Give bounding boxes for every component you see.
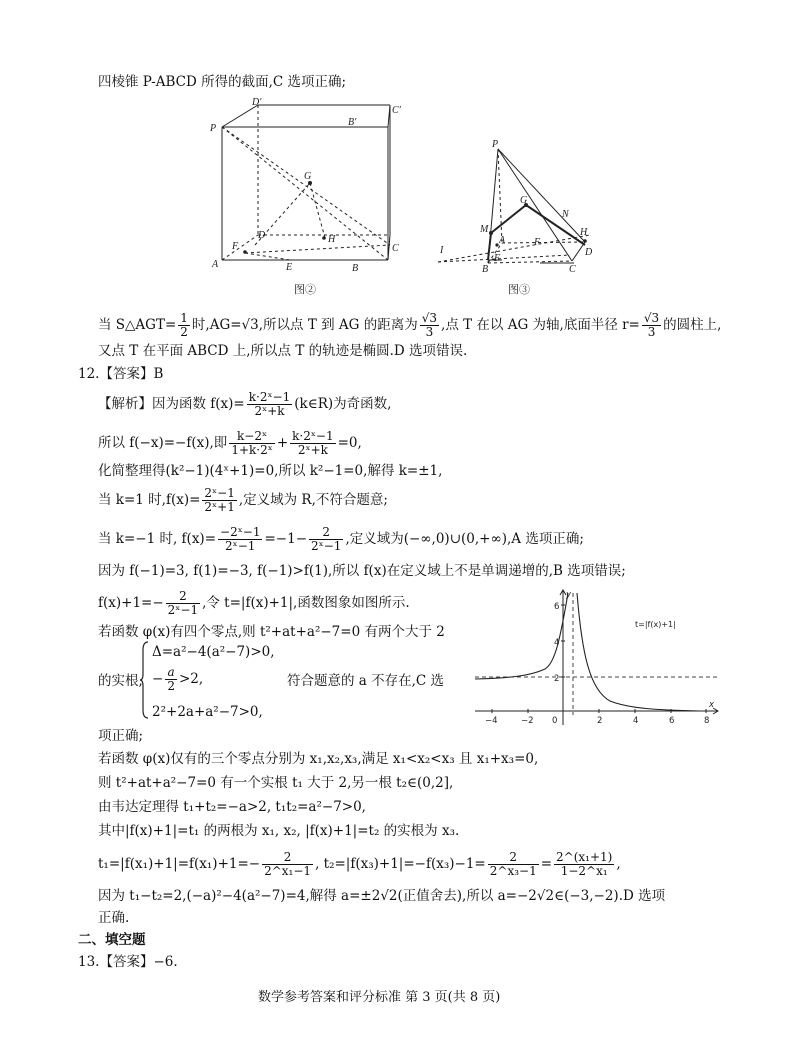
- fig2-label-C: C: [392, 243, 399, 254]
- system-eq2-end: >2,: [178, 671, 204, 687]
- q12-l5-frac2-num: 2: [309, 526, 343, 540]
- system-eq2-prefix: −: [152, 671, 164, 687]
- fig2-label-F: F: [232, 241, 239, 252]
- q12-line2: [98, 430, 362, 457]
- y-tick-4: 4: [554, 638, 560, 648]
- q12-l5-frac1-num: −2ˣ−1: [220, 525, 261, 539]
- q12-l2-frac2-den: 2ˣ+k: [297, 443, 328, 457]
- x-tick-neg2: −2: [521, 716, 534, 726]
- q11-line1: [98, 312, 721, 339]
- q11-frac3: [642, 312, 661, 339]
- q11-frac3-num: √3: [643, 311, 660, 325]
- q12-l15-frac3-den: 1−2^x₁: [560, 864, 608, 878]
- q12-line1: [98, 391, 391, 418]
- system-eq2-frac-num: a: [165, 666, 177, 680]
- q12-l5-frac1-den: 2ˣ−1: [225, 539, 256, 553]
- q11-line2: 又点 T 在平面 ABCD 上,所以点 T 的轨迹是椭圆.D 选项错误.: [98, 343, 468, 359]
- x-tick-4: 4: [633, 716, 639, 726]
- graph-legend: t=|f(x)+1|: [635, 620, 676, 629]
- fig2-label-H: H: [328, 234, 336, 245]
- system-brace: [140, 640, 150, 720]
- q12-l7-frac: [166, 590, 200, 617]
- q12-l2-frac2: [290, 430, 336, 457]
- q12-l7-frac-den: 2ˣ−1: [167, 603, 199, 617]
- q13-answer: 13.【答案】−6.: [78, 954, 178, 970]
- x-tick-neg4: −4: [485, 716, 498, 726]
- fig2-label-Cp: C′: [392, 105, 401, 116]
- system-eq3: 2²+2a+a²−7>0,: [152, 704, 263, 720]
- fig3-label-H: H: [580, 227, 588, 238]
- fig3-label-F2: F: [534, 237, 541, 248]
- q11-frac2: [420, 312, 439, 339]
- q12-line6: 因为 f(−1)=3, f(1)=−3, f(−1)>f(1),所以 f(x)在定义域上不是单调递增的,B 选项错误;: [98, 563, 626, 579]
- q12-l15-prefix: t₁=|f(x₁)+1|=f(x₁)+1=−: [98, 856, 261, 872]
- q12-l1-end: (k∈R)为奇函数,: [294, 396, 392, 412]
- q12-line17: 正确.: [98, 910, 130, 926]
- q12-line11: 若函数 φ(x)仅有的三个零点分别为 x₁,x₂,x₃,满足 x₁<x₂<x₃ 且 x₁+x₃=0,: [98, 751, 539, 767]
- x-tick-8: 8: [704, 716, 710, 726]
- page-footer: 数学参考答案和评分标准 第 3 页(共 8 页): [258, 990, 501, 1005]
- q12-l5-frac2: [309, 526, 343, 553]
- system-eq2-frac: [165, 666, 177, 693]
- q11-frac1-num: 1: [180, 311, 188, 325]
- q12-l15-frac1-den: 2^x₁−1: [264, 864, 312, 878]
- q12-l1-frac: [247, 391, 293, 418]
- q12-l2-frac2-num: k·2ˣ−1: [292, 429, 334, 443]
- q12-l15-frac3-num: 2^(x₁+1): [556, 850, 613, 864]
- q12-l15-frac1: [262, 851, 313, 878]
- q12-l15-frac1-num: 2: [262, 851, 313, 865]
- q12-line9-prefix: 的实根,: [98, 673, 143, 689]
- q12-l15-mid: , t₂=|f(x₃)+1|=−f(x₃)−1=: [315, 856, 486, 872]
- q11-frac2-num: √3: [421, 311, 438, 325]
- fig2-label-G: G: [304, 171, 312, 182]
- fig2-label-E: E: [286, 262, 293, 273]
- fig3-label-G: G: [520, 195, 528, 206]
- q12-l1-prefix: 【解析】因为函数 f(x)=: [98, 396, 245, 412]
- fig3-caption: 图③: [508, 283, 530, 296]
- q11-l1-end: 的圆柱上,: [663, 317, 722, 333]
- q12-l15-frac2: [488, 851, 539, 878]
- x-axis-label: x: [709, 700, 715, 710]
- x-tick-6: 6: [669, 716, 675, 726]
- q12-line14: 其中|f(x)+1|=t₁ 的两根为 x₁, x₂, |f(x)+1|=t₂ 的实根为 x₃.: [98, 823, 460, 839]
- q12-line16: 因为 t₁−t₂=2,(−a)²−4(a²−7)=4,解得 a=±2√2(正值舍去),所以 a=−2√2∈(−3,−2).D 选项: [98, 888, 666, 904]
- fig2-label-D: D: [258, 230, 266, 241]
- q11-frac1-den: 2: [180, 325, 188, 339]
- q12-l15-frac3: [554, 851, 614, 878]
- q12-line12: 则 t²+at+a²−7=0 有一个实根 t₁ 大于 2,另一根 t₂∈(0,2],: [98, 775, 454, 791]
- q12-line13: 由韦达定理得 t₁+t₂=−a>2, t₁t₂=a²−7>0,: [98, 799, 366, 815]
- fig2-label-Bp: B′: [348, 117, 357, 128]
- q12-l15-end: ,: [616, 856, 621, 872]
- q12-l5-end: ,定义域为(−∞,0)∪(0,+∞),A 选项正确;: [345, 531, 584, 547]
- fig2-label-B: B: [352, 263, 359, 274]
- system-eq2-frac-den: 2: [167, 679, 175, 693]
- q12-l15-frac2-num: 2: [488, 851, 539, 865]
- intro-line: 四棱锥 P-ABCD 所得的截面,C 选项正确;: [98, 74, 347, 90]
- q12-l2-frac1-num: k−2ˣ: [229, 430, 275, 444]
- fig3-label-N: N: [562, 209, 569, 220]
- q11-frac3-den: 3: [647, 325, 656, 339]
- fig3-label-B: B: [482, 264, 489, 275]
- fig3-label-D: D: [585, 247, 593, 258]
- q12-l2-frac1: [229, 430, 275, 457]
- q12-line3: 化简整理得(k²−1)(4ˣ+1)=0,所以 k²−1=0,解得 k=±1,: [98, 463, 443, 479]
- q12-answer: 12.【答案】B: [78, 366, 164, 382]
- q12-l15-eq: =: [540, 856, 553, 872]
- fig2-caption: 图②: [294, 283, 316, 296]
- q12-l2-end: =0,: [337, 435, 362, 451]
- q11-l1-mid2: ,点 T 在以 AG 为轴,底面半径 r=: [441, 317, 640, 333]
- section-2-title: 二、填空题: [78, 932, 146, 948]
- q12-line10: 项正确;: [98, 728, 144, 744]
- q12-l2-plus: +: [276, 435, 289, 451]
- fig3-label-I: I: [440, 245, 444, 256]
- q12-l4-frac-den: 2ˣ+1: [204, 500, 235, 514]
- q12-line8: 若函数 φ(x)有四个零点,则 t²+at+a²−7=0 有两个大于 2: [98, 624, 445, 640]
- fig3-label-C: C: [569, 264, 576, 275]
- q12-l1-frac-num: k·2ˣ−1: [248, 390, 291, 404]
- q12-line7: [98, 590, 410, 617]
- fig3-label-F1: F: [494, 253, 501, 264]
- q12-l4-end: ,定义域为 R,不符合题意;: [238, 492, 388, 508]
- x-tick-2: 2: [597, 716, 603, 726]
- q12-l1-frac-den: 2ˣ+k: [254, 404, 285, 418]
- system-eq1: Δ=a²−4(a²−7)>0,: [152, 644, 275, 660]
- q12-l5-frac2-den: 2ˣ−1: [311, 539, 342, 553]
- q12-l5-mid: =−1−: [264, 531, 308, 547]
- q12-l7-frac-num: 2: [166, 590, 200, 604]
- function-graph: [470, 585, 725, 730]
- fig2-label-Dp: D′: [252, 97, 262, 108]
- q11-frac2-den: 3: [425, 325, 434, 339]
- y-tick-6: 6: [554, 602, 560, 612]
- y-axis-label: y: [566, 590, 572, 600]
- q12-line5: [98, 526, 584, 553]
- q12-l2-frac1-den: 1+k·2ˣ: [231, 443, 273, 457]
- q12-l4-prefix: 当 k=1 时,f(x)=: [98, 492, 201, 508]
- fig3-label-M: M: [480, 224, 489, 235]
- x-tick-0: 0: [552, 716, 558, 726]
- fig3-label-P: P: [492, 139, 499, 150]
- q12-line9-end: 符合题意的 a 不存在,C 选: [287, 673, 445, 689]
- q12-l7-prefix: f(x)+1=−: [98, 595, 164, 611]
- fig2-label-A: A: [212, 259, 219, 270]
- figure-3-pyramid: [430, 135, 610, 300]
- q12-l15-frac2-den: 2^x₃−1: [489, 864, 537, 878]
- q12-l2-prefix: 所以 f(−x)=−f(x),即: [98, 435, 228, 451]
- q12-l7-end: ,令 t=|f(x)+1|,函数图象如图所示.: [202, 595, 410, 611]
- q12-l4-frac-num: 2ˣ−1: [204, 486, 235, 500]
- fig2-label-P: P: [210, 123, 217, 134]
- y-tick-2: 2: [554, 674, 560, 684]
- system-eq2: [152, 666, 203, 693]
- fig3-label-A: A: [499, 235, 506, 246]
- q11-l1-mid: 时,AG=√3,所以点 T 到 AG 的距离为: [191, 317, 418, 333]
- q12-l5-frac1: [218, 526, 262, 553]
- figure-2-cube: [200, 95, 410, 300]
- q12-l4-frac: [202, 487, 236, 514]
- q12-line15: [98, 851, 621, 878]
- q11-l1-prefix: 当 S△AGT=: [98, 317, 177, 333]
- q12-line4: [98, 487, 388, 514]
- q12-l5-prefix: 当 k=−1 时, f(x)=: [98, 531, 217, 547]
- q11-frac1: [178, 312, 190, 339]
